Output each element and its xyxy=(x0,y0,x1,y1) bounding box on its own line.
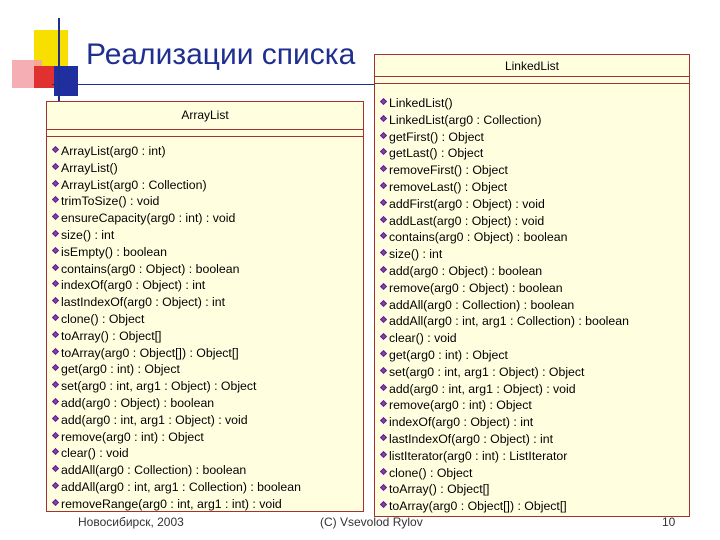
arraylist-operation: removeRange(arg0 : int, arg1 : int) : void xyxy=(53,496,361,513)
arraylist-operation: add(arg0 : int, arg1 : Object) : void xyxy=(53,412,361,429)
arraylist-operation: add(arg0 : Object) : boolean xyxy=(53,395,361,412)
arraylist-operation: lastIndexOf(arg0 : Object) : int xyxy=(53,294,361,311)
linkedlist-operation: remove(arg0 : Object) : boolean xyxy=(381,280,687,297)
linkedlist-operation: indexOf(arg0 : Object) : int xyxy=(381,414,687,431)
arraylist-operation: toArray(arg0 : Object[]) : Object[] xyxy=(53,345,361,362)
arraylist-operation: ensureCapacity(arg0 : int) : void xyxy=(53,210,361,227)
corner-decoration xyxy=(0,0,90,110)
linkedlist-operation: addAll(arg0 : int, arg1 : Collection) : boolean xyxy=(381,313,687,330)
arraylist-operation: ArrayList(arg0 : int) xyxy=(53,143,361,160)
arraylist-operation: remove(arg0 : int) : Object xyxy=(53,429,361,446)
linkedlist-operation: add(arg0 : Object) : boolean xyxy=(381,263,687,280)
linkedlist-operation: get(arg0 : int) : Object xyxy=(381,347,687,364)
arraylist-operation: isEmpty() : boolean xyxy=(53,244,361,261)
linkedlist-operation: clear() : void xyxy=(381,330,687,347)
linkedlist-operation: clone() : Object xyxy=(381,465,687,482)
arraylist-operation: indexOf(arg0 : Object) : int xyxy=(53,277,361,294)
linkedlist-operation: set(arg0 : int, arg1 : Object) : Object xyxy=(381,364,687,381)
linkedlist-class-name: LinkedList xyxy=(375,55,689,77)
linkedlist-operation: add(arg0 : int, arg1 : Object) : void xyxy=(381,381,687,398)
arraylist-operation: get(arg0 : int) : Object xyxy=(53,361,361,378)
linkedlist-operation: addLast(arg0 : Object) : void xyxy=(381,213,687,230)
arraylist-operation: ArrayList(arg0 : Collection) xyxy=(53,177,361,194)
deco-red-square xyxy=(34,66,54,88)
linkedlist-operation: contains(arg0 : Object) : boolean xyxy=(381,229,687,246)
linkedlist-operation: remove(arg0 : int) : Object xyxy=(381,397,687,414)
linkedlist-operation: addFirst(arg0 : Object) : void xyxy=(381,196,687,213)
linkedlist-operation: addAll(arg0 : Collection) : boolean xyxy=(381,297,687,314)
arraylist-operation: ArrayList() xyxy=(53,160,361,177)
arraylist-operation: addAll(arg0 : Collection) : boolean xyxy=(53,462,361,479)
page-number: 10 xyxy=(662,515,676,529)
arraylist-operation: clear() : void xyxy=(53,445,361,462)
linkedlist-operation: removeLast() : Object xyxy=(381,179,687,196)
footer-location: Новосибирск, 2003 xyxy=(78,515,184,529)
arraylist-operations xyxy=(53,143,361,513)
linkedlist-operation: toArray() : Object[] xyxy=(381,481,687,498)
arraylist-operation: size() : int xyxy=(53,227,361,244)
arraylist-attributes-separator xyxy=(47,136,363,137)
linkedlist-operation: LinkedList() xyxy=(381,95,687,112)
linkedlist-operation: toArray(arg0 : Object[]) : Object[] xyxy=(381,498,687,515)
arraylist-operation: clone() : Object xyxy=(53,311,361,328)
slide-title: Реализации списка xyxy=(86,38,356,71)
footer-author: (C) Vsevolod Rylov xyxy=(320,515,423,529)
arraylist-operation: contains(arg0 : Object) : boolean xyxy=(53,261,361,278)
linkedlist-operation: lastIndexOf(arg0 : Object) : int xyxy=(381,431,687,448)
linkedlist-operation: listIterator(arg0 : int) : ListIterator xyxy=(381,448,687,465)
deco-vertical-line xyxy=(58,18,60,108)
linkedlist-operation: LinkedList(arg0 : Collection) xyxy=(381,112,687,129)
title-underline xyxy=(52,84,382,85)
arraylist-operation: addAll(arg0 : int, arg1 : Collection) : boolean xyxy=(53,479,361,496)
linkedlist-operation: removeFirst() : Object xyxy=(381,162,687,179)
arraylist-operation: set(arg0 : int, arg1 : Object) : Object xyxy=(53,378,361,395)
linkedlist-operations xyxy=(381,95,687,515)
linkedlist-class-box xyxy=(374,54,690,517)
arraylist-operation: trimToSize() : void xyxy=(53,193,361,210)
linkedlist-operation: getFirst() : Object xyxy=(381,129,687,146)
arraylist-class-name: ArrayList xyxy=(47,102,363,130)
linkedlist-attributes-separator xyxy=(375,83,689,84)
linkedlist-operation: size() : int xyxy=(381,246,687,263)
linkedlist-operation: getLast() : Object xyxy=(381,145,687,162)
arraylist-class-box xyxy=(46,101,364,512)
arraylist-operation: toArray() : Object[] xyxy=(53,328,361,345)
